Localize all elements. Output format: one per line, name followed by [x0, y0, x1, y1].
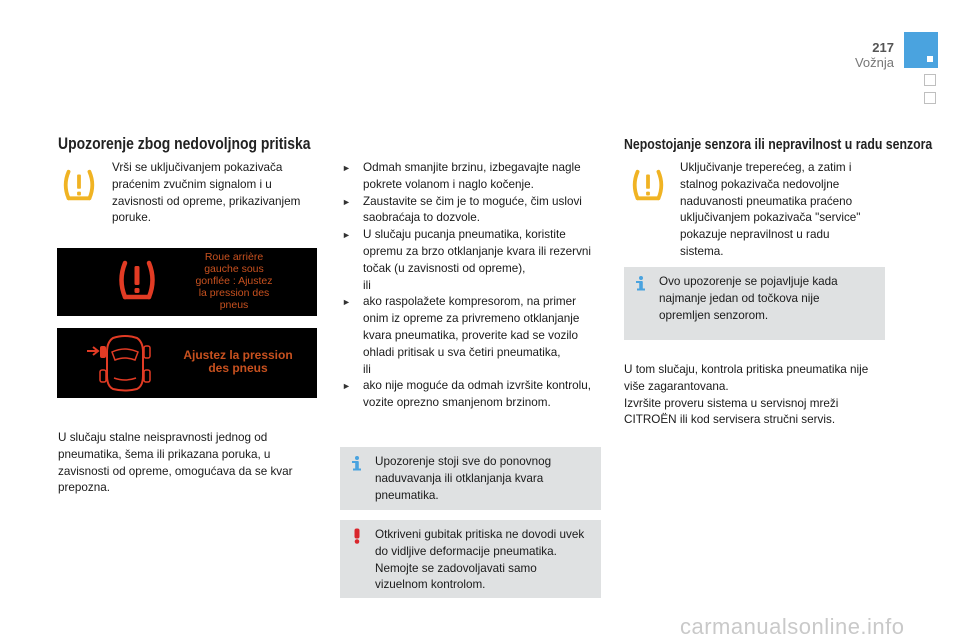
bullet-icon: ► — [342, 230, 351, 241]
sensor-fault-paragraph — [624, 362, 889, 429]
low-pressure-intro: Vrši se uključivanjem pokazivača praćenim zvučnim signalom i u zavisnosti od opreme, prikazivanjem poruke. — [112, 161, 301, 225]
car-tire-diagram-icon — [85, 334, 165, 392]
info-icon — [349, 455, 365, 471]
info-note-text: Upozorenje stoji sve do ponovnog naduvavanja ili otklanjanja kvara pneumatika. — [375, 455, 552, 502]
tire-pressure-warning-icon — [60, 166, 98, 204]
chapter-tab[interactable] — [924, 92, 936, 104]
paragraph-line: Izvršite proveru sistema u servisnoj mreži CITROËN ili kod servisera stručni servis. — [624, 396, 839, 427]
list-connector: ili — [363, 362, 371, 376]
warning-note — [340, 520, 601, 598]
chapter-tab-active[interactable] — [904, 32, 938, 68]
section-heading-low-pressure: Upozorenje zbog nedovoljnog pritiska — [58, 134, 311, 153]
watermark: carmanualsonline.info — [680, 614, 905, 639]
list-item: ► Zaustavite se čim je to moguće, čim uslovi saobraćaja to dozvole. — [342, 194, 582, 225]
info-note — [624, 267, 885, 340]
info-icon — [633, 275, 649, 291]
list-connector: ili — [363, 278, 371, 292]
section-title: Vožnja — [854, 55, 894, 70]
bullet-icon: ► — [342, 196, 351, 207]
instructions-list — [342, 160, 602, 412]
dashboard-display-message — [57, 248, 317, 316]
sensor-fault-intro: Uključivanje treperećeg, a zatim i stalnog pokazivača nedovoljne naduvanosti pneumatika praćeno uključivanjem pokazivača "service" pokazuje nepravilnost u radu sistema. — [680, 161, 861, 258]
page-number: 217 — [872, 40, 894, 55]
tire-pressure-warning-icon — [629, 166, 667, 204]
bullet-icon: ► — [342, 297, 351, 308]
chapter-tab[interactable] — [924, 74, 936, 86]
info-note — [340, 447, 601, 510]
tab-marker-icon — [927, 56, 933, 62]
tire-pressure-warning-icon — [115, 257, 159, 303]
list-item: ► ako raspolažete kompresorom, na primer onim iz opreme za privremeno otklanjanje kvara pneumatika, proverite kad se vozilo ohladi pritisak u sva četiri pneumatika, — [342, 295, 580, 359]
info-note-text: Ovo upozorenje se pojavljuje kada najmanje jedan od točkova nije opremljen senzorom. — [659, 275, 838, 322]
fault-paragraph: U slučaju stalne neispravnosti jednog od pneumatika, šema ili prikazana poruka, u zavisnosti od opreme, omogućava da se kvar prepozna. — [58, 431, 293, 495]
dashboard-message-text: Roue arrière gauche sous gonflée : Ajustez la pression des pneus — [195, 251, 273, 311]
bullet-icon: ► — [342, 381, 351, 392]
list-item: ► ako nije moguće da odmah izvršite kontrolu, vozite oprezno smanjenom brzinom. — [342, 379, 592, 410]
dashboard-display-diagram — [57, 328, 317, 398]
bullet-icon: ► — [342, 163, 351, 173]
list-item: ► Odmah smanjite brzinu, izbegavajte nagle pokrete volanom i naglo kočenje. — [342, 161, 581, 191]
paragraph-line: U tom slučaju, kontrola pritiska pneumatika nije više zagarantovana. — [624, 363, 869, 393]
warning-note-text: Otkriveni gubitak pritiska ne dovodi uvek do vidljive deformacije pneumatika. Nemojte se zadovoljavati samo vizuelnom kontrolom. — [375, 528, 585, 592]
dashboard-diagram-text: Ajustez la pression des pneus — [183, 348, 293, 375]
exclamation-icon — [349, 528, 365, 544]
list-item: ► U slučaju pucanja pneumatika, koristite opremu za brzo otklanjanje kvara ili rezervni točak (u zavisnosti od opreme), — [342, 228, 592, 275]
section-heading-sensor-fault: Nepostojanje senzora ili nepravilnost u radu senzora — [624, 136, 933, 153]
